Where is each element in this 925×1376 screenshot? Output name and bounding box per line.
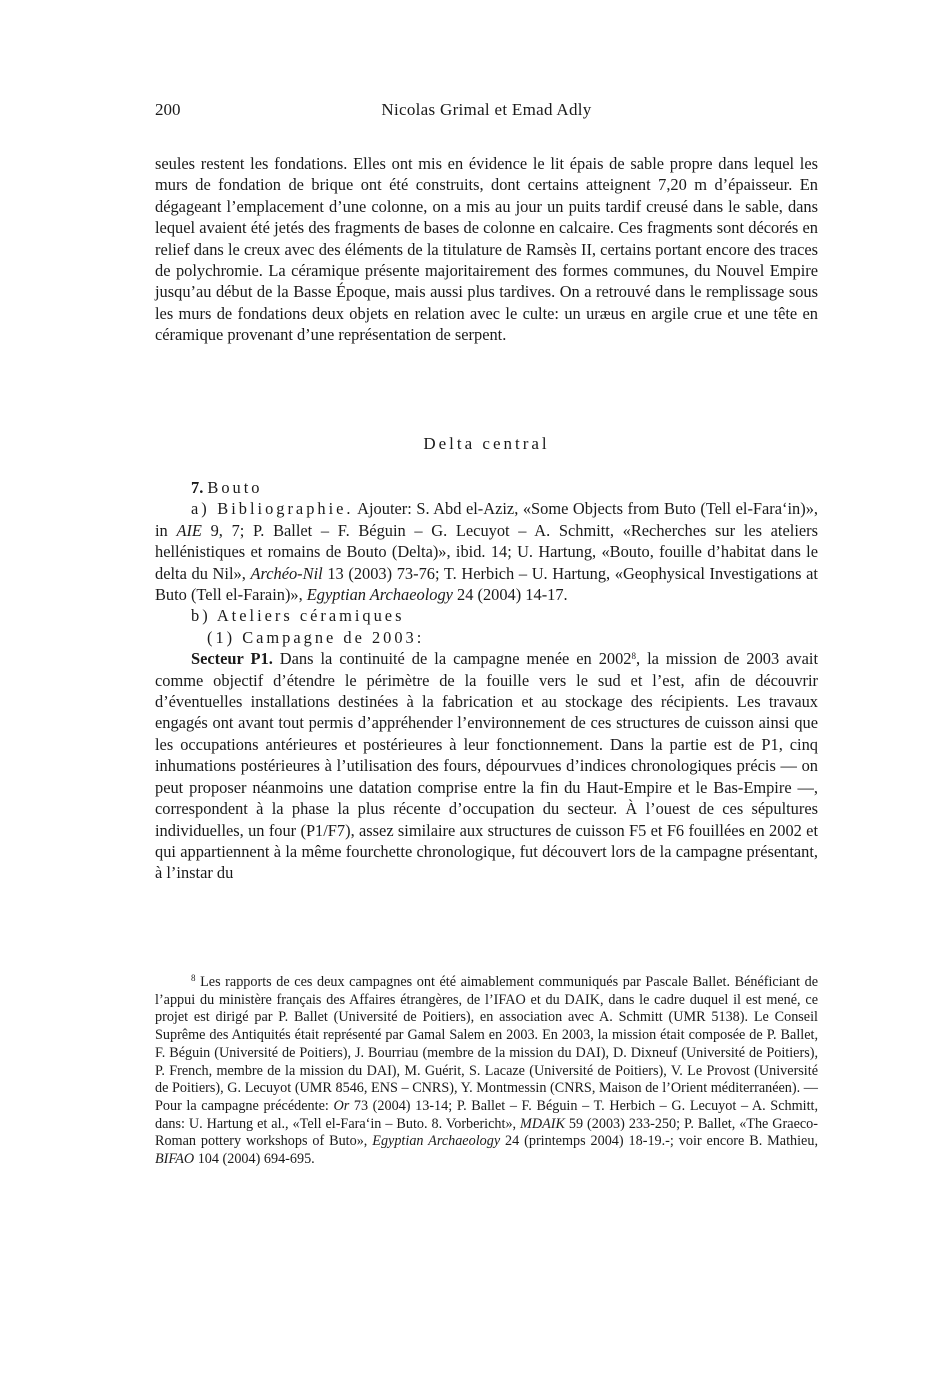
secteur-text: Dans la continuité de la campagne menée en 2002 <box>272 649 632 669</box>
bibliography-text: 9, 7; P. Ballet – F. Béguin – G. Lecuyot – A. Schmitt, «Recherches sur les ateliers hellénistiques et romains de Bouto (Delta)», ibid. 14; U. Hartung, «Bouto, fouille d’habitat dans le delta du Nil», <box>155 520 818 583</box>
page-number: 200 <box>155 100 181 119</box>
bibliography-text: 13 (2003) 73-76; T. Herbich – U. Hartung, «Geophysical Investigations at Buto (Tell el-Farain)», <box>155 563 818 605</box>
footnote <box>155 974 818 1169</box>
body-text-top <box>155 153 818 346</box>
site-heading <box>155 477 818 498</box>
footnote-text: 73 (2004) 13-14; P. Ballet – F. Béguin – T. Herbich – G. Lecuyot – A. Schmitt, dans: U. Hartung et al., «Tell el-Fara‘in – Buto. 8. Vorbericht», <box>155 1097 819 1132</box>
footnote-text: Les rapports de ces deux campagnes ont été aimablement communiqués par Pascale Ballet. Bénéficiant de l’appui du ministère français des Affaires étrangères, de l’IFAO et du DAIK, dans le cadre duquel il est mené, ce projet est dirigé par P. Ballet (Université de Poitiers), en association avec A. Schmitt (UMR 5138). Le Conseil Suprême des Antiquités était représenté par Gamal Salem en 2003. En 2003, la mission était composée de P. Ballet, F. Béguin (Université de Poitiers), J. Bourriau (membre de la mission du DAI), D. Dixneuf (Université de Poitiers), P. French, membre de la mission du DAI), M. Guérit, S. Lacaze (Université de Poitiers), V. Le Provost (Université de Poitiers), G. Lecuyot (UMR 8546, ENS – CNRS), Y. Montmessin (CNRS, Maison de l’Orient méditerranéen). — Pour la campagne précédente: <box>155 974 818 1114</box>
site-number: 7. <box>191 478 204 497</box>
footnote-journal: BIFAO <box>155 1151 195 1168</box>
bibliography-text: 24 (2004) 14-17. <box>452 585 568 605</box>
footnote-journal: Egyptian Archaeology <box>372 1133 501 1150</box>
running-header <box>155 100 818 124</box>
footnote-8 <box>155 974 818 1169</box>
footnote-ref: 8 <box>631 651 637 662</box>
secteur-label: Secteur P1. <box>191 649 273 669</box>
running-header-authors: Nicolas Grimal et Emad Adly <box>381 100 592 119</box>
bibliography-text: Ajouter: S. Abd el-Aziz, «Some Objects from Buto (Tell el-Fara‘in)», in <box>155 499 819 540</box>
body-text-bouto <box>155 477 818 884</box>
paragraph-fondations: seules restent les fondations. Elles ont mis en évidence le lit épais de sable propre dans lequel les murs de fondation de brique ont été construits, dont certains atteignent 7,20 m d’épaisseur. En dégageant l’emplacement d’une colonne, on a mis au jour un puits tardif creusé dans le sable, dans lequel avaient été jetés des fragments de bases de colonne en calcaire. Ces fragments sont décorés en relief dans le creux avec des éléments de la titulature de Ramsès II, certains portant encore des traces de polychromie. La céramique présente majoritairement des formes communes, du Nouvel Empire jusqu’au début de la Basse Époque, mais aussi plus tardives. On a retrouvé dans le remplissage sous les murs de fondations deux objets en relation avec le culte: un uræus en argile crue et une tête en céramique provenant d’une représentation de serpent. <box>155 154 818 345</box>
bibliography-paragraph <box>155 498 818 605</box>
secteur-paragraph <box>155 648 818 883</box>
subsection-ateliers: b) Ateliers céramiques <box>191 606 405 626</box>
subsection-campagne: (1) Campagne de 2003: <box>207 627 425 647</box>
bibliography-journal: AIE <box>176 520 202 540</box>
bibliography-journal: Egyptian Archaeology <box>306 585 453 605</box>
section-title: Delta central <box>423 434 550 453</box>
footnote-number: 8 <box>191 973 196 983</box>
bibliography-journal: Archéo-Nil <box>250 563 323 583</box>
footnote-text: 24 (printemps 2004) 18-19.-; voir encore B. Mathieu, <box>500 1133 818 1150</box>
footnote-journal: MDAIK <box>520 1115 565 1132</box>
secteur-text: , la mission de 2003 avait comme objectif d’étendre le périmètre de la fouille vers le sud et l’est, afin de découvrir d’éventuelles installations destinées à la fabrication et au stockage des récipients. Les travaux engagés ont avant tout permis d’appréhender l’environnement de ces structures de cuisson ainsi que les occupations antérieures et postérieures à leur fonctionnement. Dans la partie est de P1, cinq inhumations postérieures à l’utilisation des fours, dépourvues d’indices chronologiques précis — on peut proposer néanmoins une datation comprise entre la fin du Haut-Empire et le Bas-Empire —, correspondent à la phase la plus récente d’occupation du secteur. À l’ouest de ces sépultures individuelles, un four (P1/F7), assez similaire aux structures de cuisson F5 et F6 fouillées en 2002 et qui appartiennent à la même fourchette chronologique, fut découvert lors de la campagne présentant, à l’instar du <box>155 649 818 883</box>
footnote-text: 59 (2003) 233-250; P. Ballet, «The Graeco-Roman pottery workshops of Buto», <box>155 1115 818 1150</box>
site-name: Bouto <box>207 478 263 497</box>
bibliography-label: a) Bibliographie. <box>191 499 354 519</box>
footnote-journal: Or <box>333 1097 350 1114</box>
footnote-text: 104 (2004) 694-695. <box>194 1151 315 1168</box>
